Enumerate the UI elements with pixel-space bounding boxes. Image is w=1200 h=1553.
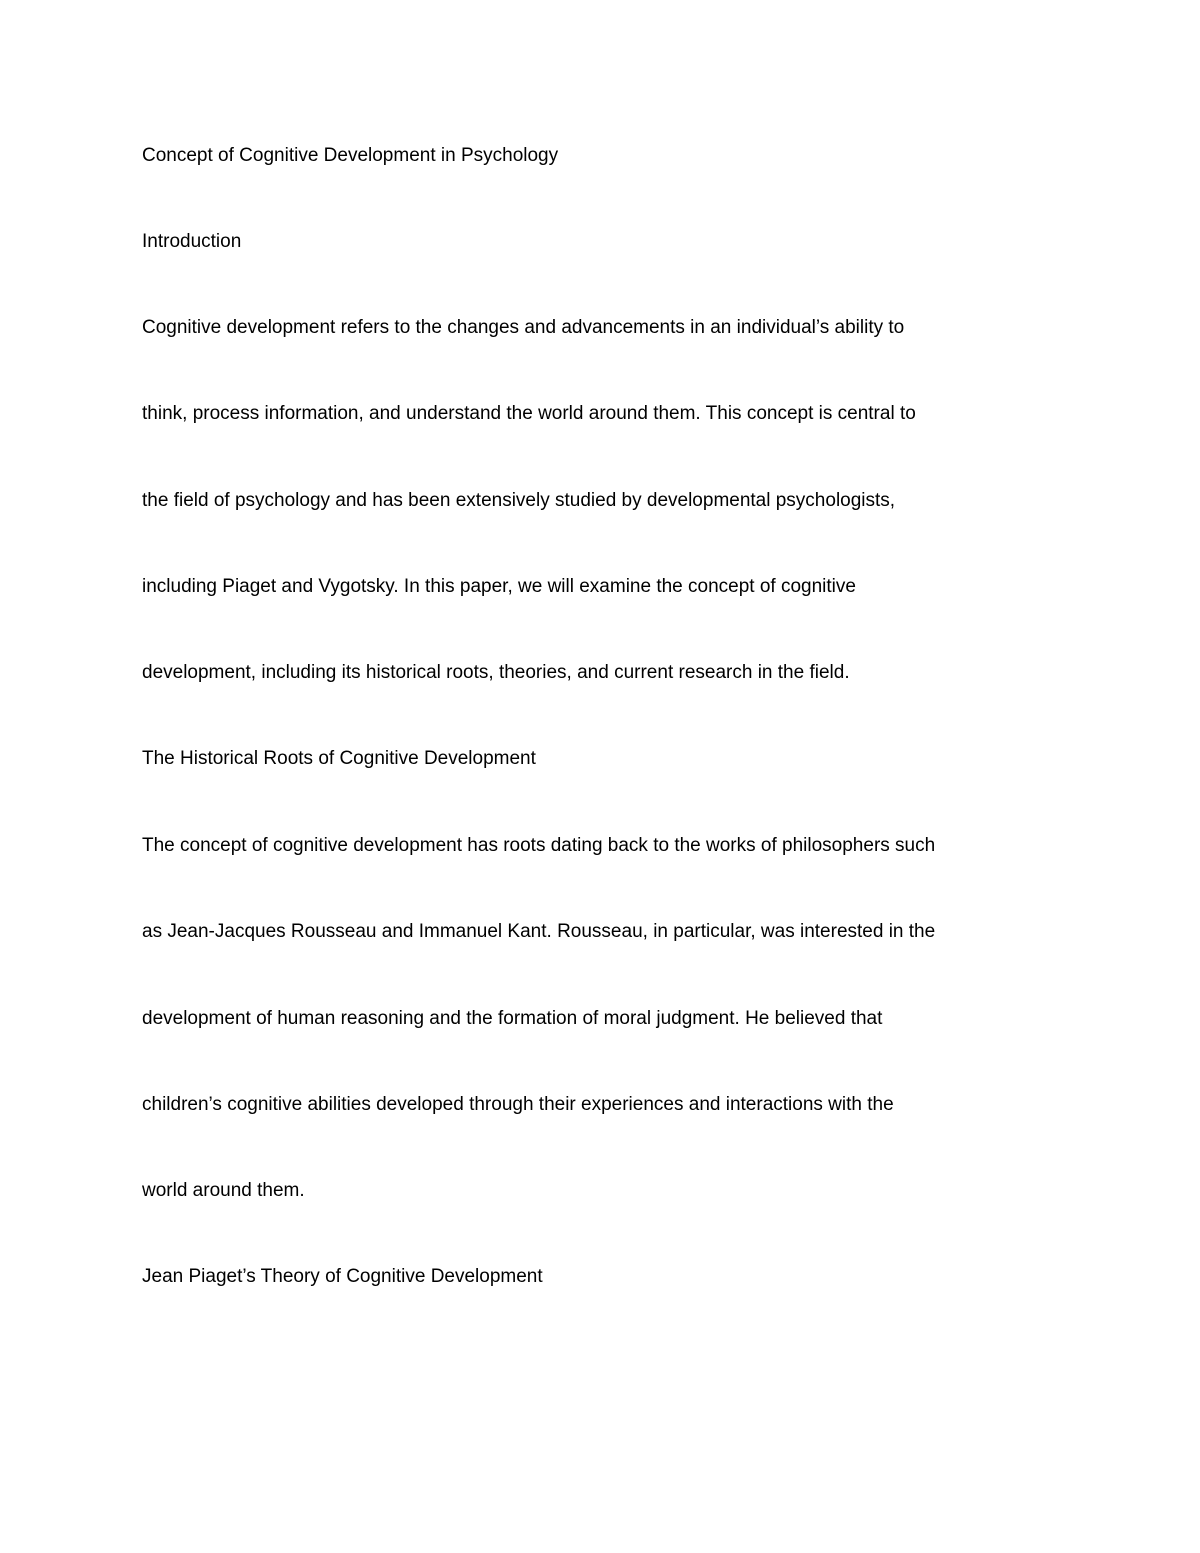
paragraph-line: development, including its historical roots, theories, and current research in the field. bbox=[142, 662, 850, 683]
paragraph-line: the field of psychology and has been extensively studied by developmental psychologists, bbox=[142, 490, 896, 511]
paragraph-line: world around them. bbox=[142, 1180, 305, 1201]
section-heading-historical-roots: The Historical Roots of Cognitive Development bbox=[142, 748, 536, 769]
document-title: Concept of Cognitive Development in Psychology bbox=[142, 145, 559, 166]
paragraph-line: including Piaget and Vygotsky. In this paper, we will examine the concept of cognitive bbox=[142, 576, 856, 597]
paragraph-line: as Jean-Jacques Rousseau and Immanuel Kant. Rousseau, in particular, was interested in the bbox=[142, 921, 936, 942]
paragraph-line: children’s cognitive abilities developed through their experiences and interactions with the bbox=[142, 1094, 894, 1115]
section-heading-introduction: Introduction bbox=[142, 231, 242, 252]
section-heading-piaget-theory: Jean Piaget’s Theory of Cognitive Development bbox=[142, 1266, 543, 1287]
paragraph-line: think, process information, and understand the world around them. This concept is central to bbox=[142, 403, 916, 424]
paragraph-line: development of human reasoning and the formation of moral judgment. He believed that bbox=[142, 1008, 883, 1029]
paragraph-line: Cognitive development refers to the changes and advancements in an individual’s ability to bbox=[142, 317, 905, 338]
paragraph-line: The concept of cognitive development has roots dating back to the works of philosophers such bbox=[142, 835, 936, 856]
